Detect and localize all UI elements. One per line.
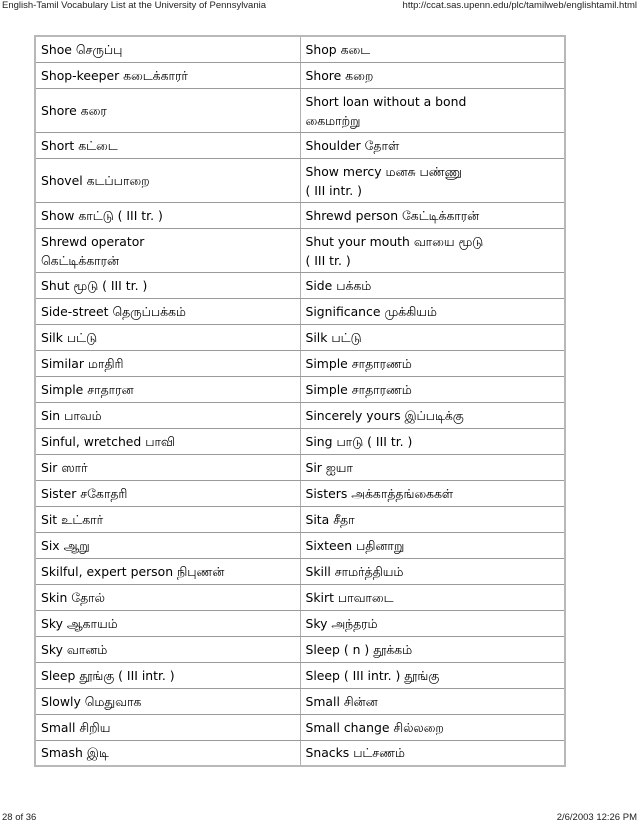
vocab-entry-left: Sir ஸார் [35, 454, 300, 480]
vocab-entry-left: Shop-keeper கடைக்காரர் [35, 62, 300, 88]
print-datetime: 2/6/2003 12:26 PM [556, 812, 637, 823]
table-row [35, 532, 565, 558]
vocab-entry-left: Sky ஆகாயம் [35, 610, 300, 636]
table-row [35, 202, 565, 228]
table-row [35, 662, 565, 688]
vocab-entry-right: Sleep ( III intr. ) தூங்கு [300, 662, 565, 688]
vocab-entry-left: Sky வானம் [35, 636, 300, 662]
vocab-entry-left: Sit உட்கார் [35, 506, 300, 532]
vocab-entry-right: Sleep ( n ) தூக்கம் [300, 636, 565, 662]
vocab-entry-right: Simple சாதாரணம் [300, 376, 565, 402]
vocab-entry-left: Sister சகோதரி [35, 480, 300, 506]
vocab-entry-left: Small சிறிய [35, 714, 300, 740]
vocab-entry-left: Slowly மெதுவாக [35, 688, 300, 714]
vocab-entry-left: Side-street தெருப்பக்கம் [35, 298, 300, 324]
vocab-entry-right: Show mercy மனசு பண்ணு ( III intr. ) [300, 158, 565, 202]
vocab-entry-left: Sinful, wretched பாவி [35, 428, 300, 454]
table-row [35, 454, 565, 480]
vocab-entry-right: Side பக்கம் [300, 272, 565, 298]
vocab-entry-right: Sisters அக்காத்தங்கைகள் [300, 480, 565, 506]
vocab-entry-left: Sin பாவம் [35, 402, 300, 428]
vocab-entry-right: Shrewd person கேட்டிக்காரன் [300, 202, 565, 228]
vocab-entry-right: Shop கடை [300, 36, 565, 62]
table-row [35, 584, 565, 610]
table-row [35, 688, 565, 714]
vocab-entry-left: Sleep தூங்கு ( III intr. ) [35, 662, 300, 688]
table-row [35, 350, 565, 376]
vocab-entry-left: Silk பட்டு [35, 324, 300, 350]
vocab-entry-right: Significance முக்கியம் [300, 298, 565, 324]
vocab-entry-left: Smash இடி [35, 740, 300, 766]
vocab-entry-left: Skilful, expert person நிபுணன் [35, 558, 300, 584]
vocab-entry-right: Sir ஐயா [300, 454, 565, 480]
vocab-entry-left: Shovel கடப்பாறை [35, 158, 300, 202]
vocab-entry-left: Six ஆறு [35, 532, 300, 558]
vocab-entry-left: Shoe செருப்பு [35, 36, 300, 62]
vocab-entry-right: Sita சீதா [300, 506, 565, 532]
table-row [35, 636, 565, 662]
vocab-entry-right: Skirt பாவாடை [300, 584, 565, 610]
vocab-entry-right: Shut your mouth வாயை மூடு ( III tr. ) [300, 228, 565, 272]
table-row [35, 36, 565, 62]
vocabulary-table [34, 35, 566, 767]
vocab-entry-right: Sixteen பதினாறு [300, 532, 565, 558]
vocab-entry-right: Short loan without a bond கைமாற்று [300, 88, 565, 132]
vocab-entry-left: Shore கரை [35, 88, 300, 132]
vocab-entry-right: Sky அந்தரம் [300, 610, 565, 636]
table-row [35, 740, 565, 766]
vocab-entry-right: Silk பட்டு [300, 324, 565, 350]
page-number: 28 of 36 [2, 812, 37, 823]
page-header-title: English-Tamil Vocabulary List at the University of Pennsylvania [2, 0, 267, 11]
table-row [35, 402, 565, 428]
table-row [35, 428, 565, 454]
page-header-url: http://ccat.sas.upenn.edu/plc/tamilweb/englishtamil.html [402, 0, 637, 11]
vocab-entry-right: Small சின்ன [300, 688, 565, 714]
vocab-entry-left: Simple சாதாரன [35, 376, 300, 402]
table-row [35, 480, 565, 506]
table-row [35, 558, 565, 584]
vocab-entry-left: Similar மாதிரி [35, 350, 300, 376]
table-row [35, 228, 565, 272]
table-row [35, 272, 565, 298]
table-row [35, 298, 565, 324]
table-row [35, 610, 565, 636]
vocab-entry-right: Skill சாமர்த்தியம் [300, 558, 565, 584]
vocab-entry-right: Shoulder தோள் [300, 132, 565, 158]
vocab-entry-right: Shore கறை [300, 62, 565, 88]
vocab-entry-left: Shut மூடு ( III tr. ) [35, 272, 300, 298]
vocab-entry-right: Sincerely yours இப்படிக்கு [300, 402, 565, 428]
table-row [35, 376, 565, 402]
vocab-entry-right: Simple சாதாரணம் [300, 350, 565, 376]
table-row [35, 714, 565, 740]
vocab-entry-right: Sing பாடு ( III tr. ) [300, 428, 565, 454]
vocab-entry-left: Short கட்டை [35, 132, 300, 158]
vocab-entry-right: Snacks பட்சணம் [300, 740, 565, 766]
vocab-entry-left: Skin தோல் [35, 584, 300, 610]
vocab-entry-left: Show காட்டு ( III tr. ) [35, 202, 300, 228]
table-row [35, 506, 565, 532]
table-row [35, 324, 565, 350]
table-row [35, 62, 565, 88]
table-row [35, 132, 565, 158]
table-row [35, 88, 565, 132]
vocab-entry-right: Small change சில்லறை [300, 714, 565, 740]
vocab-entry-left: Shrewd operator கெட்டிக்காரன் [35, 228, 300, 272]
table-row [35, 158, 565, 202]
